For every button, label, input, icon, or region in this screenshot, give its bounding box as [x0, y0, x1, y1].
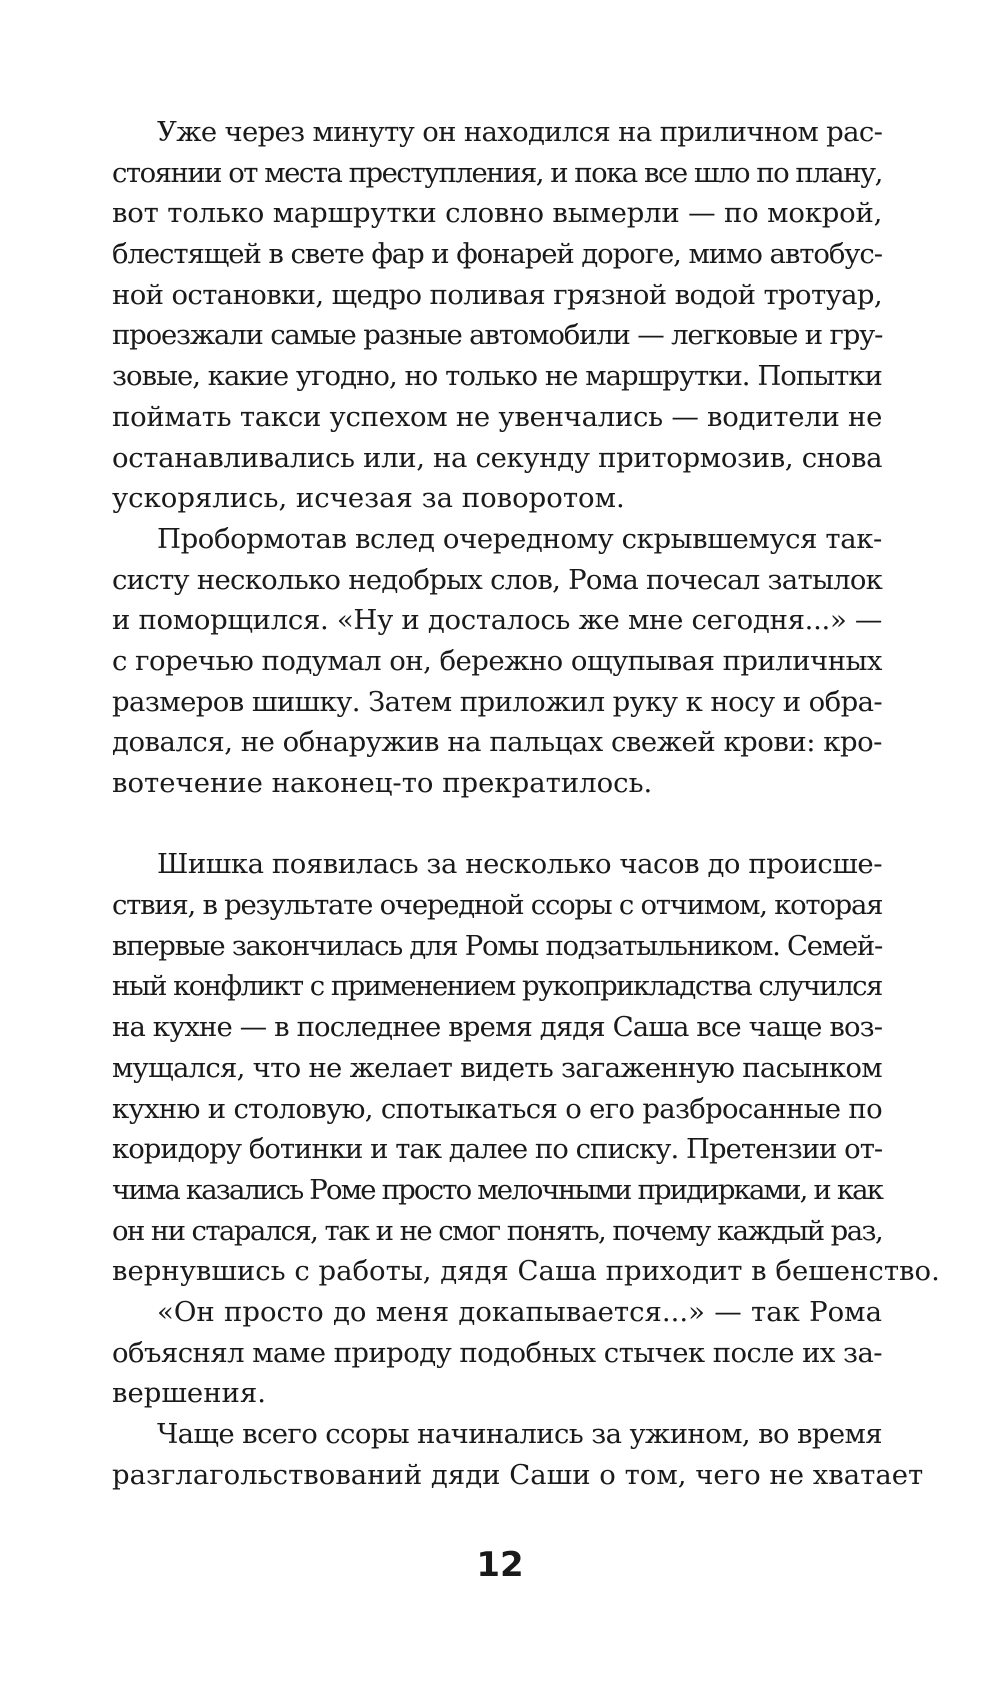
text-line: на кухне — в последнее время дядя Саша все чаще воз- [112, 1011, 883, 1044]
text-line: с горечью подумал он, бережно ощупывая приличных [112, 644, 882, 677]
text-line: Чаще всего ссоры начинались за ужином, во время [157, 1418, 883, 1450]
text-line: вернувшись с работы, дядя Саша приходит в бешенство. [112, 1255, 940, 1288]
text-line: ускорялись, исчезая за поворотом. [112, 482, 625, 515]
text-line: вот только маршрутки словно вымерли — по мокрой, [112, 197, 883, 230]
text-line: останавливались или, на секунду притормозив, снова [112, 441, 883, 474]
text-line: поймать такси успехом не увенчались — водители не [112, 400, 883, 433]
text-line: проезжали самые разные автомобили — легковые и гру- [112, 319, 883, 352]
paragraph [112, 1292, 882, 1414]
text-line: разглагольствований дяди Саши о том, чего не хватает [112, 1458, 924, 1491]
text-line: размеров шишку. Затем приложил руку к носу и обра- [112, 685, 883, 718]
text-line: Пробормотав вслед очередному скрывшемуся так- [157, 522, 882, 555]
text-line: он ни старался, так и не смог понять, почему каждый раз, [112, 1214, 883, 1247]
text-line: вершения. [112, 1377, 266, 1410]
text-line: ной остановки, щедро поливая грязной водой тротуар, [112, 278, 883, 311]
text-line: Уже через минуту он находился на приличном рас- [157, 116, 883, 148]
text-line: ствия, в результате очередной ссоры с отчимом, которая [112, 889, 883, 922]
page-number: 12 [476, 1545, 524, 1585]
paragraph [112, 844, 940, 1292]
text-line: вотечение наконец-то прекратилось. [112, 767, 653, 799]
text-line: кухню и столовую, спотыкаться о его разбросанные по [112, 1092, 882, 1125]
text-line: коридору ботинки и так далее по списку. Претензии от- [112, 1133, 883, 1166]
text-line: Шишка появилась за несколько часов до происше- [157, 848, 883, 881]
text-line: блестящей в свете фар и фонарей дороге, мимо автобус- [112, 238, 882, 271]
text-line: впервые закончилась для Ромы подзатыльником. Семей- [112, 929, 882, 962]
text-line: «Он просто до меня докапывается...» — так Рома [157, 1295, 882, 1328]
text-line: систу несколько недобрых слов, Рома почесал затылок [112, 563, 883, 596]
text-line: ный конфликт с применением рукоприкладства случился [112, 970, 882, 1003]
text-line: стоянии от места преступления, и пока все шло по плану, [112, 156, 882, 189]
text-line: довался, не обнаружив на пальцах свежей крови: кро- [112, 726, 882, 759]
paragraph [112, 112, 882, 519]
text-line: чима казались Роме просто мелочными придирками, и как [112, 1173, 883, 1206]
paragraph [112, 1414, 924, 1495]
body-text [112, 112, 940, 1495]
paragraph [112, 519, 882, 804]
text-line: мущался, что не желает видеть загаженную пасынком [112, 1051, 882, 1084]
text-line: и поморщился. «Ну и досталось же мне сегодня...» — [112, 604, 883, 637]
text-line: объяснял маме природу подобных стычек после их за- [112, 1336, 883, 1369]
text-line: зовые, какие угодно, но только не маршрутки. Попытки [112, 360, 882, 393]
